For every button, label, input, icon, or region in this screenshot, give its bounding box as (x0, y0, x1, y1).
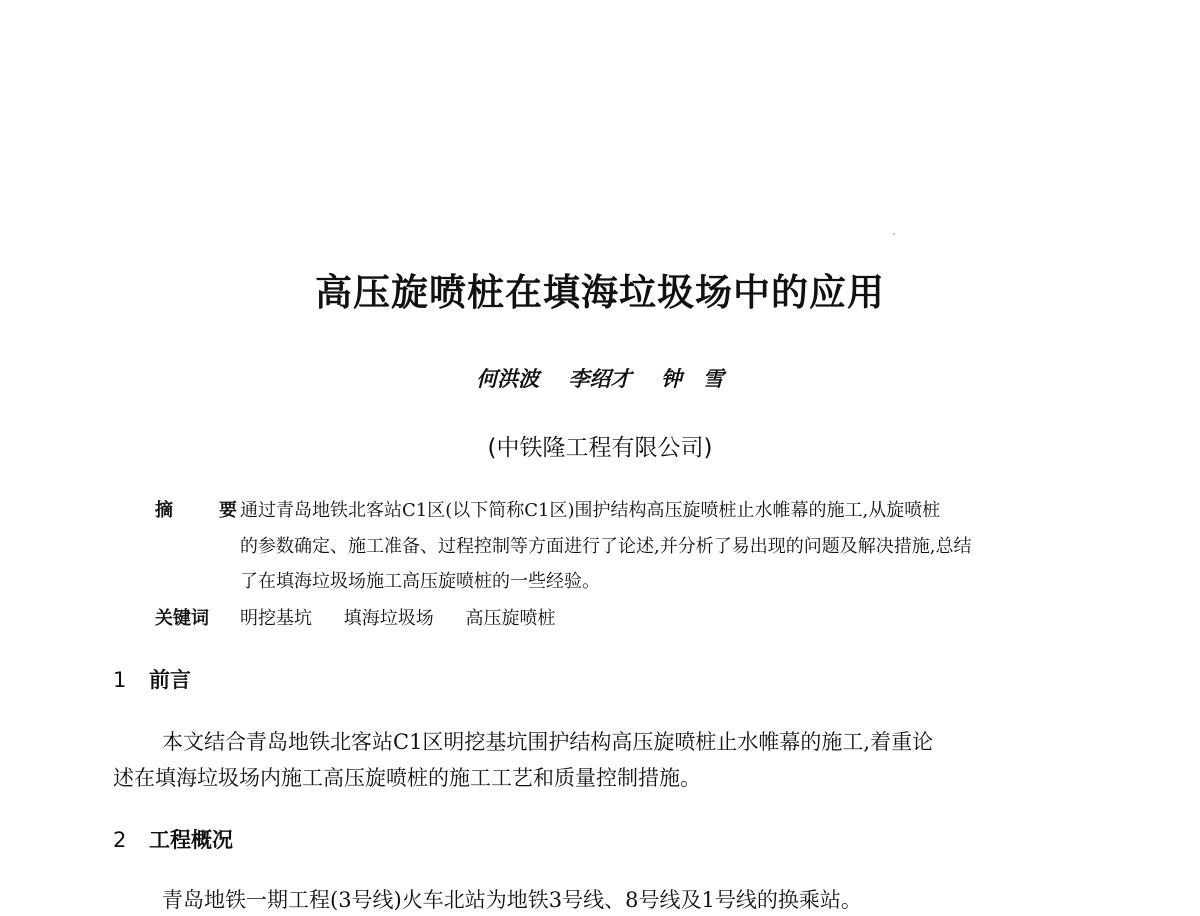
keyword: 明挖基坑 (240, 608, 312, 629)
section-number: 2 (113, 828, 127, 852)
keywords-label: 关键词 (155, 608, 209, 629)
paper-title: 高压旋喷桩在填海垃圾场中的应用 (315, 271, 885, 314)
keywords-list (240, 604, 581, 634)
author-name: 钟 雪 (660, 366, 724, 391)
keyword: 高压旋喷桩 (465, 608, 556, 629)
abstract-line: 的参数确定、施工准备、过程控制等方面进行了论述,并分析了易出现的问题及解决措施,总结 (240, 536, 972, 557)
author-affiliation: (中铁隆工程有限公司) (487, 435, 713, 461)
section-heading (113, 664, 191, 696)
body-line: 青岛地铁一期工程(3号线)火车北站为地铁3号线、8号线及1号线的换乘站。 (162, 888, 862, 912)
section-title: 前言 (149, 668, 191, 692)
body-line: 本文结合青岛地铁北客站C1区明挖基坑围护结构高压旋喷桩止水帷幕的施工,着重论 (162, 730, 934, 754)
section-heading (113, 824, 233, 856)
abstract-label: 摘 要 (155, 500, 251, 521)
keyword: 填海垃圾场 (343, 608, 434, 629)
author-name: 李绍才 (568, 366, 632, 391)
author-name: 何洪波 (476, 366, 540, 391)
scan-speck (893, 233, 895, 235)
abstract-line: 通过青岛地铁北客站C1区(以下简称C1区)围护结构高压旋喷桩止水帷幕的施工,从旋喷桩 (240, 500, 941, 521)
section-title: 工程概况 (149, 828, 233, 852)
body-line: 述在填海垃圾场内施工高压旋喷桩的施工工艺和质量控制措施。 (113, 766, 701, 790)
abstract-line: 了在填海垃圾场施工高压旋喷桩的一些经验。 (240, 571, 600, 592)
author-list (0, 364, 1200, 394)
section-number: 1 (113, 668, 127, 692)
